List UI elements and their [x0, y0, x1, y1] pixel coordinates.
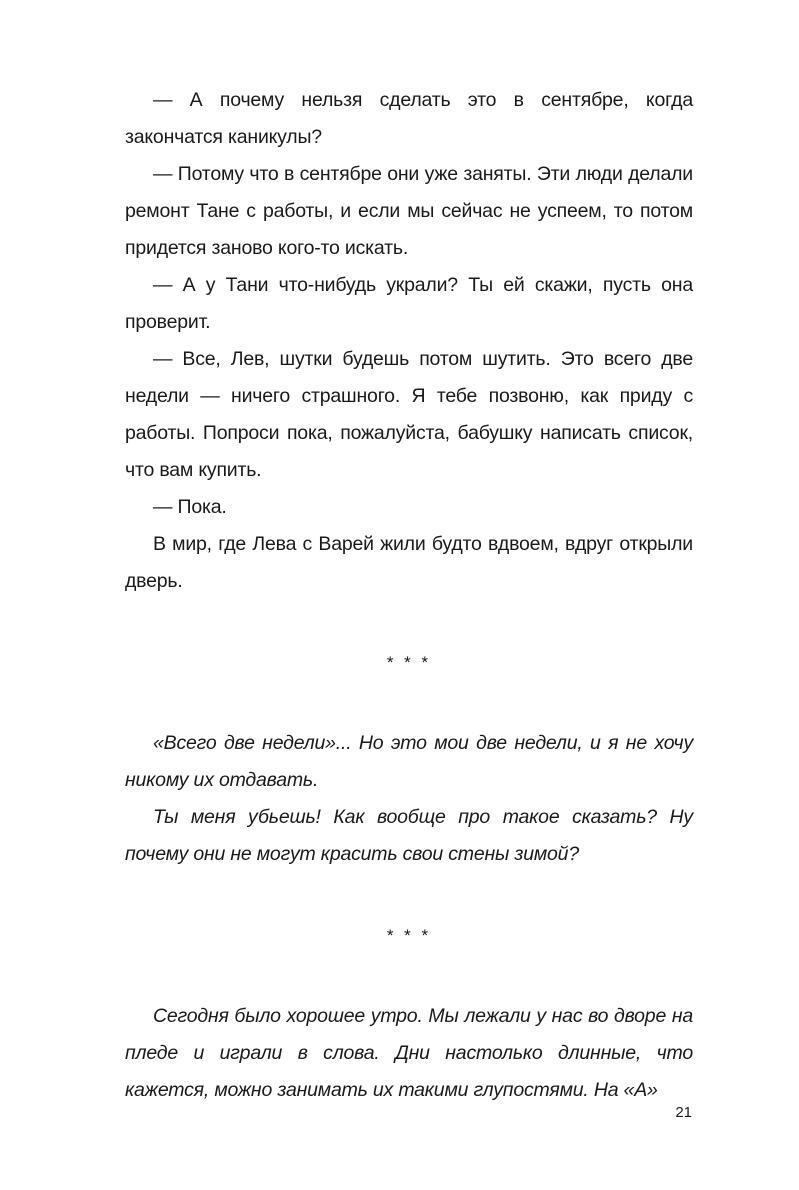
paragraph: Ты меня убьешь! Как вообще про такое сказать? Ну почему они не могут красить свои стены зимой?	[125, 806, 693, 865]
spacer	[125, 600, 693, 644]
paragraph: В мир, где Лева с Варей жили будто вдвоем, вдруг открыли дверь.	[125, 533, 693, 592]
page-number: 21	[675, 1104, 692, 1121]
section-break: * * *	[386, 653, 432, 672]
section-italic-diary	[125, 998, 693, 1109]
paragraph: «Всего две недели»... Но это мои две недели, и я не хочу никому их отдавать.	[125, 732, 693, 791]
section-italic-thoughts	[125, 725, 693, 873]
paragraph: — Все, Лев, шутки будешь потом шутить. Это всего две недели — ничего страшного. Я тебе позвоню, как приду с работы. Попроси пока, пожалуйста, бабушку написать список, что вам купить.	[125, 348, 693, 481]
spacer	[125, 954, 693, 998]
paragraph: — Потому что в сентябре они уже заняты. Эти люди делали ремонт Тане с работы, и если мы сейчас не успеем, то потом придется заново кого-то искать.	[125, 163, 693, 259]
paragraph: — А почему нельзя сделать это в сентябре, когда закончатся каникулы?	[125, 89, 693, 148]
paragraph: — А у Тани что-нибудь украли? Ты ей скажи, пусть она проверит.	[125, 274, 693, 333]
paragraph: — Пока.	[153, 496, 227, 518]
paragraph: Сегодня было хорошее утро. Мы лежали у нас во дворе на пледе и играли в слова. Дни настолько длинные, что кажется, можно занимать их такими глупостями. На «А»	[125, 1005, 693, 1101]
spacer	[125, 681, 693, 725]
spacer	[125, 873, 693, 917]
section-dialogue	[125, 82, 693, 600]
section-break: * * *	[386, 926, 432, 945]
page-body	[125, 82, 693, 1109]
